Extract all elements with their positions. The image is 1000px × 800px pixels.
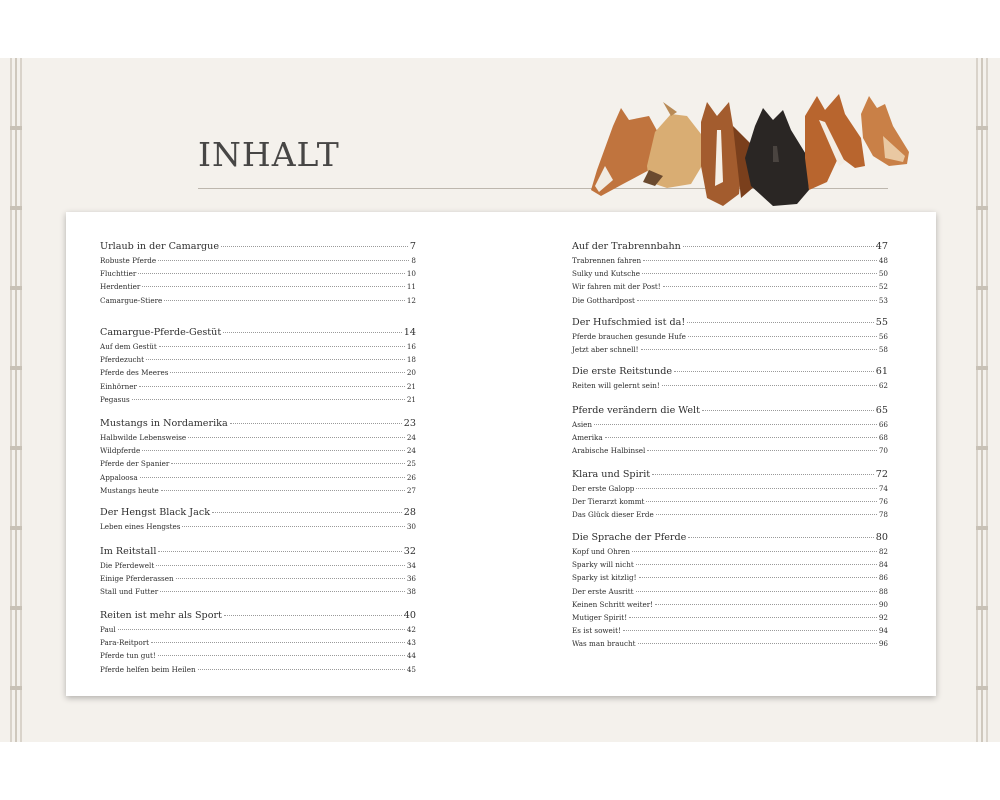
subsection-title: Halbwilde Lebensweise (100, 433, 187, 442)
subsection-row[interactable] (572, 296, 888, 309)
subsection-row[interactable] (100, 282, 416, 295)
horse-head-chestnut-right (861, 96, 909, 166)
subsection-page-number: 58 (878, 345, 888, 355)
chapter-row[interactable] (572, 469, 888, 482)
subsection-title: Der erste Ausritt (572, 586, 634, 596)
subsection-row[interactable] (572, 484, 888, 497)
subsection-title: Einige Pferderassen (100, 574, 174, 584)
subsection-title: Sparky will nicht (572, 560, 634, 570)
subsection-list (572, 484, 888, 524)
subsection-page-number: 52 (878, 282, 888, 292)
dot-leader (636, 488, 876, 489)
dot-leader (642, 273, 877, 274)
subsection-page-number: 70 (878, 446, 888, 456)
subsection-title: Es ist soweit! (572, 626, 621, 636)
subsection-list (100, 625, 416, 678)
dot-leader (224, 615, 402, 616)
subsection-title: Asien (572, 420, 593, 429)
subsection-title: Amerika (572, 433, 603, 443)
dot-leader (636, 564, 877, 565)
subsection-row[interactable] (572, 587, 888, 600)
page-title: INHALT (198, 135, 340, 174)
dot-leader (636, 591, 877, 592)
chapter-title: Pferde verändern die Welt (572, 405, 700, 416)
subsection-row[interactable] (572, 433, 888, 446)
subsection-title: Mutiger Spirit! (572, 612, 628, 622)
subsection-row[interactable] (100, 459, 416, 472)
dot-leader (687, 322, 874, 323)
subsection-row[interactable] (100, 433, 416, 446)
dot-leader (188, 437, 405, 438)
chapter-row[interactable] (100, 610, 416, 623)
subsection-row[interactable] (572, 510, 888, 523)
subsection-title: Sparky ist kitzlig! (572, 573, 637, 583)
subsection-list (100, 256, 416, 309)
chapter-title: Auf der Trabrennbahn (572, 241, 681, 252)
subsection-title: Pferdezucht (100, 355, 144, 365)
dot-leader (594, 424, 877, 425)
subsection-title: Keinen Schritt weiter! (572, 599, 654, 609)
chapter-page-number: 47 (875, 241, 888, 252)
subsection-page-number: 78 (878, 510, 888, 520)
subsection-row[interactable] (100, 561, 416, 574)
subsection-page-number: 34 (406, 561, 416, 570)
chapter-row[interactable] (572, 532, 888, 545)
dot-leader (641, 349, 877, 350)
dot-leader (688, 537, 873, 538)
subsection-title: Kopf und Ohren (572, 547, 631, 556)
dot-leader (639, 577, 877, 578)
dot-leader (142, 450, 405, 451)
dot-leader (158, 655, 405, 656)
subsection-title: Arabische Halbinsel (572, 446, 646, 456)
subsection-title: Pferde tun gut! (100, 651, 156, 661)
subsection-title: Der Tierarzt kommt (572, 497, 645, 507)
subsection-title: Die Gotthardpost (572, 295, 635, 305)
subsection-page-number: 30 (406, 522, 416, 531)
dot-leader (170, 372, 404, 373)
subsection-row[interactable] (572, 626, 888, 639)
chapter-title: Der Hengst Black Jack (100, 507, 211, 518)
subsection-page-number: 66 (878, 420, 888, 429)
subsection-page-number: 10 (406, 269, 416, 279)
subsection-list (572, 381, 888, 394)
horse-head-black (745, 108, 809, 206)
table-of-contents (66, 212, 936, 696)
chapter-row[interactable] (100, 241, 416, 254)
subsection-row[interactable] (572, 446, 888, 459)
subsection-title: Die Pferdewelt (100, 561, 155, 570)
subsection-title: Auf dem Gestüt (100, 342, 157, 351)
toc-section (100, 546, 416, 601)
subsection-title: Paul (100, 625, 116, 634)
subsection-title: Appaloosa (100, 472, 138, 482)
dot-leader (176, 578, 405, 579)
subsection-row[interactable] (100, 574, 416, 587)
subsection-title: Wildpferde (100, 446, 141, 456)
dot-leader (647, 450, 877, 451)
subsection-title: Herdentier (100, 282, 141, 292)
subsection-row[interactable] (100, 651, 416, 664)
subsection-page-number: 26 (406, 472, 416, 482)
subsection-title: Pegasus (100, 394, 130, 404)
subsection-page-number: 16 (406, 342, 416, 351)
subsection-title: Wir fahren mit der Post! (572, 282, 661, 292)
subsection-title: Das Glück dieser Erde (572, 510, 654, 520)
dot-leader (140, 477, 405, 478)
subsection-page-number: 45 (406, 664, 416, 674)
subsection-page-number: 90 (878, 599, 888, 609)
horse-heads-illustration (583, 86, 913, 212)
subsection-page-number: 38 (406, 587, 416, 597)
subsection-title: Einhörner (100, 381, 137, 391)
dot-leader (158, 551, 401, 552)
dot-leader (674, 371, 874, 372)
subsection-title: Jetzt aber schnell! (572, 345, 639, 355)
subsection-row[interactable] (100, 382, 416, 395)
chapter-title: Mustangs in Nordamerika (100, 418, 228, 429)
subsection-page-number: 11 (406, 282, 416, 292)
chapter-row[interactable] (100, 546, 416, 559)
chapter-page-number: 55 (875, 317, 888, 328)
chapter-page-number: 7 (409, 241, 416, 252)
dot-leader (605, 437, 877, 438)
subsection-row[interactable] (100, 638, 416, 651)
subsection-page-number: 25 (406, 459, 416, 469)
toc-section (100, 610, 416, 678)
toc-section (100, 507, 416, 535)
horse-head-palomino (643, 102, 703, 188)
subsection-title: Stall und Futter (100, 587, 159, 597)
left-ornamental-border (10, 58, 22, 742)
dot-leader (139, 386, 405, 387)
subsection-title: Robuste Pferde (100, 256, 157, 265)
chapter-page-number: 32 (403, 546, 416, 557)
chapter-row[interactable] (572, 405, 888, 418)
dot-leader (158, 260, 409, 261)
subsection-title: Reiten will gelernt sein! (572, 381, 660, 390)
dot-leader (118, 629, 405, 630)
subsection-list (572, 256, 888, 309)
dot-leader (138, 273, 405, 274)
dot-leader (159, 346, 405, 347)
dot-leader (198, 669, 405, 670)
subsection-row[interactable] (572, 573, 888, 586)
chapter-title: Klara und Spirit (572, 469, 651, 480)
toc-section (572, 405, 888, 460)
subsection-title: Para-Reitport (100, 638, 150, 648)
subsection-page-number: 42 (406, 625, 416, 634)
dot-leader (182, 526, 404, 527)
subsection-page-number: 56 (878, 332, 888, 341)
chapter-title: Im Reitstall (100, 546, 157, 557)
chapter-page-number: 72 (875, 469, 888, 480)
subsection-list (572, 420, 888, 460)
subsection-list (100, 522, 416, 535)
chapter-title: Camargue-Pferde-Gestüt (100, 327, 222, 338)
toc-section (100, 241, 416, 309)
dot-leader (160, 591, 405, 592)
subsection-page-number: 82 (878, 547, 888, 556)
subsection-row[interactable] (572, 256, 888, 269)
subsection-page-number: 76 (878, 497, 888, 507)
dot-leader (702, 410, 874, 411)
toc-section (572, 532, 888, 653)
subsection-row[interactable] (100, 395, 416, 408)
chapter-title: Die Sprache der Pferde (572, 532, 687, 543)
subsection-row[interactable] (100, 446, 416, 459)
right-ornamental-border (976, 58, 988, 742)
subsection-page-number: 88 (878, 586, 888, 596)
chapter-title: Urlaub in der Camargue (100, 241, 220, 252)
subsection-title: Was man braucht (572, 639, 636, 649)
subsection-row[interactable] (100, 355, 416, 368)
subsection-page-number: 84 (878, 560, 888, 570)
toc-section (572, 366, 888, 394)
subsection-page-number: 48 (878, 256, 888, 265)
dot-leader (683, 246, 874, 247)
dot-leader (688, 336, 877, 337)
subsection-list (572, 547, 888, 653)
subsection-row[interactable] (100, 269, 416, 282)
toc-section (572, 317, 888, 358)
dot-leader (223, 332, 402, 333)
subsection-page-number: 62 (878, 381, 888, 390)
dot-leader (629, 617, 877, 618)
subsection-page-number: 86 (878, 573, 888, 583)
subsection-row[interactable] (572, 600, 888, 613)
subsection-row[interactable] (572, 420, 888, 433)
subsection-page-number: 18 (406, 355, 416, 365)
dot-leader (632, 551, 877, 552)
subsection-row[interactable] (100, 522, 416, 535)
subsection-row[interactable] (572, 613, 888, 626)
subsection-row[interactable] (572, 497, 888, 510)
horse-head-chestnut (805, 94, 865, 190)
dot-leader (132, 399, 405, 400)
dot-leader (171, 463, 405, 464)
subsection-list (100, 433, 416, 499)
dot-leader (652, 474, 874, 475)
chapter-page-number: 23 (403, 418, 416, 429)
subsection-row[interactable] (100, 256, 416, 269)
chapter-page-number: 65 (875, 405, 888, 416)
subsection-row[interactable] (100, 665, 416, 678)
subsection-page-number: 27 (406, 485, 416, 495)
dot-leader (161, 490, 405, 491)
subsection-row[interactable] (100, 625, 416, 638)
chapter-row[interactable] (572, 241, 888, 254)
subsection-title: Trabrennen fahren (572, 256, 642, 265)
chapter-page-number: 40 (403, 610, 416, 621)
dot-leader (151, 642, 405, 643)
subsection-title: Mustangs heute (100, 485, 159, 495)
chapter-page-number: 80 (875, 532, 888, 543)
subsection-page-number: 21 (406, 381, 416, 391)
subsection-row[interactable] (572, 560, 888, 573)
dot-leader (663, 286, 877, 287)
toc-section (572, 241, 888, 309)
subsection-title: Pferde des Meeres (100, 368, 169, 378)
subsection-row[interactable] (100, 296, 416, 309)
dot-leader (142, 286, 405, 287)
subsection-list (100, 342, 416, 408)
subsection-row[interactable] (100, 587, 416, 600)
subsection-page-number: 24 (406, 433, 416, 442)
chapter-row[interactable] (572, 317, 888, 330)
subsection-row[interactable] (100, 486, 416, 499)
dot-leader (643, 260, 877, 261)
subsection-page-number: 50 (878, 269, 888, 279)
subsection-page-number: 92 (878, 612, 888, 622)
chapter-row[interactable] (572, 366, 888, 379)
subsection-title: Camargue-Stiere (100, 295, 163, 305)
subsection-row[interactable] (572, 269, 888, 282)
subsection-row[interactable] (572, 332, 888, 345)
subsection-row[interactable] (572, 345, 888, 358)
subsection-page-number: 20 (406, 368, 416, 378)
dot-leader (221, 246, 408, 247)
subsection-page-number: 74 (878, 484, 888, 493)
subsection-list (572, 332, 888, 358)
subsection-title: Fluchttier (100, 269, 137, 279)
subsection-page-number: 44 (406, 651, 416, 661)
dot-leader (638, 643, 877, 644)
dot-leader (662, 385, 877, 386)
subsection-title: Leben eines Hengstes (100, 522, 181, 531)
subsection-page-number: 21 (406, 394, 416, 404)
toc-section (100, 327, 416, 408)
subsection-row[interactable] (572, 547, 888, 560)
dot-leader (623, 630, 877, 631)
subsection-title: Pferde helfen beim Heilen (100, 664, 196, 674)
subsection-title: Pferde brauchen gesunde Hufe (572, 332, 686, 341)
chapter-row[interactable] (100, 327, 416, 340)
subsection-title: Sulky und Kutsche (572, 269, 641, 279)
dot-leader (230, 423, 402, 424)
chapter-page-number: 61 (875, 366, 888, 377)
subsection-page-number: 96 (878, 639, 888, 649)
toc-section (572, 469, 888, 524)
subsection-page-number: 53 (878, 295, 888, 305)
subsection-page-number: 12 (406, 295, 416, 305)
subsection-page-number: 8 (411, 256, 416, 265)
dot-leader (164, 300, 405, 301)
subsection-page-number: 36 (406, 574, 416, 584)
chapter-row[interactable] (100, 418, 416, 431)
subsection-title: Pferde der Spanier (100, 459, 170, 469)
dot-leader (637, 300, 877, 301)
subsection-row[interactable] (572, 282, 888, 295)
chapter-title: Die erste Reitstunde (572, 366, 673, 377)
subsection-row[interactable] (572, 639, 888, 652)
subsection-page-number: 68 (878, 433, 888, 443)
subsection-list (100, 561, 416, 601)
subsection-row[interactable] (100, 368, 416, 381)
chapter-page-number: 28 (403, 507, 416, 518)
chapter-title: Reiten ist mehr als Sport (100, 610, 222, 621)
subsection-title: Der erste Galopp (572, 484, 635, 493)
subsection-row[interactable] (100, 473, 416, 486)
dot-leader (655, 604, 877, 605)
subsection-page-number: 24 (406, 446, 416, 456)
chapter-title: Der Hufschmied ist da! (572, 317, 686, 328)
subsection-page-number: 94 (878, 626, 888, 636)
dot-leader (212, 512, 402, 513)
chapter-row[interactable] (100, 507, 416, 520)
dot-leader (156, 565, 405, 566)
subsection-row[interactable] (100, 342, 416, 355)
dot-leader (656, 514, 877, 515)
toc-section (100, 418, 416, 499)
dot-leader (146, 359, 405, 360)
dot-leader (646, 501, 876, 502)
chapter-page-number: 14 (403, 327, 416, 338)
subsection-row[interactable] (572, 381, 888, 394)
subsection-page-number: 43 (406, 638, 416, 648)
